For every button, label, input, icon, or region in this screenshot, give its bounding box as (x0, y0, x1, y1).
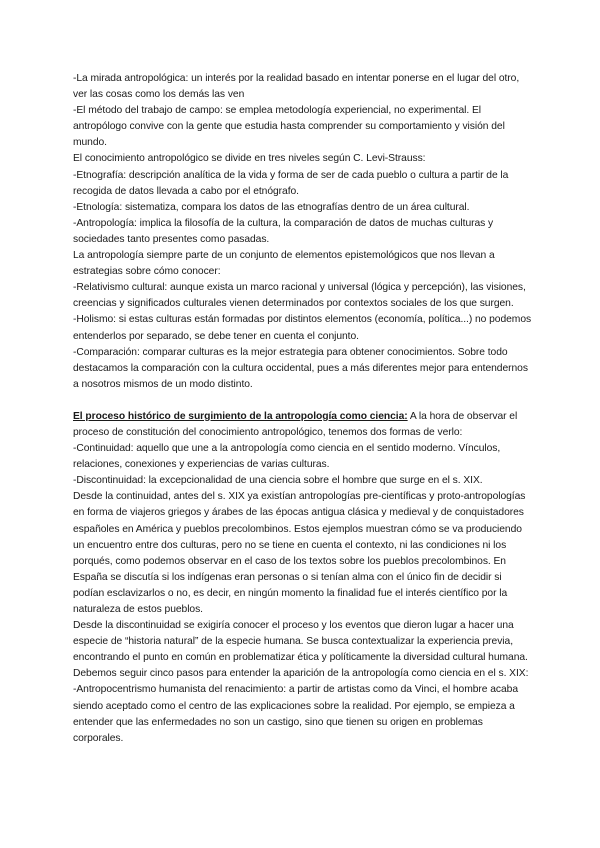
paragraph: -Etnología: sistematiza, compara los datos de las etnografías dentro de un área cultural. (73, 201, 470, 213)
section-paragraph (73, 409, 533, 441)
paragraph-gap (73, 393, 533, 409)
paragraph: -Comparación: comparar culturas es la mejor estrategia para obtener conocimientos. Sobre todo destacamos la comparación con la cultura occidental, pues a más diferentes mejor para entendernos a nosotros mismos de un modo distinto. (73, 346, 528, 390)
paragraph: -Continuidad: aquello que une a la antropología como ciencia en el sentido moderno. Vínculos, relaciones, conexiones y experiencias de varias culturas. (73, 443, 501, 471)
paragraph: -Etnografía: descripción analítica de la vida y forma de ser de cada pueblo o cultura a partir de la recogida de datos llevada a cabo por el etnógrafo. (73, 169, 509, 197)
paragraph: El conocimiento antropológico se divide en tres niveles según C. Levi-Strauss: (73, 153, 426, 165)
paragraph: -El método del trabajo de campo: se emplea metodología experiencial, no experimental. El antropólogo convive con la gente que estudia hasta comprender su comportamiento y visión del mundo. (73, 105, 505, 149)
paragraph: -Holismo: si estas culturas están formadas por distintos elementos (economía, política...) no podemos entenderlos por separado, se debe tener en cuenta el conjunto. (73, 314, 532, 342)
paragraph: -Discontinuidad: la excepcionalidad de una ciencia sobre el hombre que surge en el s. XIX. (73, 475, 483, 487)
paragraph: Desde la discontinuidad se exigiría conocer el proceso y los eventos que dieron lugar a hacer una especie de “historia natural” de la especie humana. Se busca contextualizar la experiencia previa, encontrando el punto en común en problematizar ética y políticamente la diversidad cultural humana. (73, 620, 528, 664)
section-intro: A la hora de observar el proceso de constitución del conocimiento antropológico, tenemos dos formas de verlo: (73, 410, 518, 438)
paragraph: -Antropocentrismo humanista del renacimiento: a partir de artistas como da Vinci, el hombre acaba siendo aceptado como el centro de las explicaciones sobre la realidad. Por ejemplo, se empieza a entender que las enfermedades no son un castigo, sino que tienen su origen en problemas corporales. (73, 684, 518, 744)
paragraph: Debemos seguir cinco pasos para entender la aparición de la antropología como ciencia en el s. XIX: (73, 668, 529, 680)
paragraph: La antropología siempre parte de un conjunto de elementos epistemológicos que nos llevan a estrategias sobre cómo conocer: (73, 250, 495, 278)
paragraph: -La mirada antropológica: un interés por la realidad basado en intentar ponerse en el lugar del otro, ver las cosas como los demás las ven (73, 73, 520, 101)
paragraph: Desde la continuidad, antes del s. XIX ya existían antropologías pre-científicas y proto-antropologías en forma de viajeros griegos y árabes de las épocas antigua clásica y medieval y de conquistadores españoles en América y pueblos precolombinos. Estos ejemplos muestran cómo se va produciendo un encuentro entre dos culturas, pero no se tiene en cuenta el contexto, ni las condiciones ni los porqués, como podemos observar en el caso de los textos sobre los pueblos precolombinos. En España se discutía si los indígenas eran personas o si tenían alma con el único fin de decidir si podían esclavizarlos o no, es decir, en ningún momento la finalidad fue el interés científico por la naturaleza de estos pueblos. (73, 491, 526, 615)
paragraph: -Relativismo cultural: aunque exista un marco racional y universal (lógica y percepción), las visiones, creencias y significados culturales vienen determinados por contextos sociales de los que surgen. (73, 282, 526, 310)
document-body (73, 71, 533, 747)
section-heading: El proceso histórico de surgimiento de la antropología como ciencia: (73, 410, 408, 422)
paragraph: -Antropología: implica la filosofía de la cultura, la comparación de datos de muchas culturas y sociedades tanto presentes como pasadas. (73, 217, 494, 245)
